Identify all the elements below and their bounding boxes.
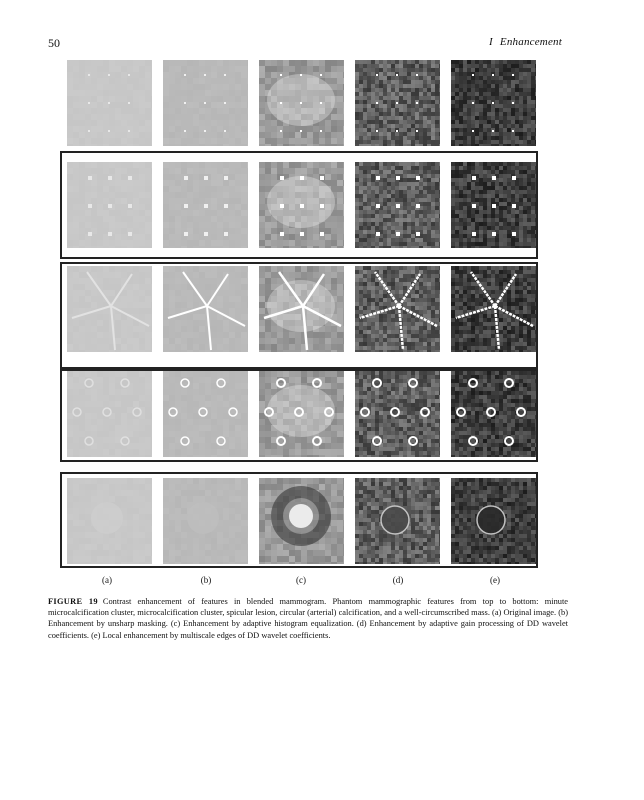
panel-well-circumscribed-mass-b <box>163 478 248 564</box>
subfigure-label-e: (e) <box>490 575 500 585</box>
subfigure-label-c: (c) <box>296 575 306 585</box>
chapter-number: I <box>489 36 493 48</box>
panel-well-circumscribed-mass-e <box>451 478 536 564</box>
panel-minute-microcalcification-a <box>67 60 152 146</box>
panel-circular-calcification-b <box>163 371 248 457</box>
subfigure-label-d: (d) <box>392 575 404 585</box>
panel-well-circumscribed-mass-a <box>67 478 152 564</box>
panel-spicular-lesion-c <box>259 266 344 352</box>
panel-spicular-lesion-e <box>451 266 536 352</box>
caption-label: FIGURE 19 <box>48 597 98 606</box>
panel-circular-calcification-d <box>355 371 440 457</box>
panel-minute-microcalcification-e <box>451 60 536 146</box>
panel-microcalcification-cluster-a <box>67 162 152 248</box>
panel-well-circumscribed-mass-c <box>259 478 344 564</box>
panel-microcalcification-cluster-b <box>163 162 248 248</box>
panel-microcalcification-cluster-c <box>259 162 344 248</box>
panel-microcalcification-cluster-d <box>355 162 440 248</box>
figure-caption <box>48 596 568 641</box>
panel-minute-microcalcification-b <box>163 60 248 146</box>
panel-circular-calcification-e <box>451 371 536 457</box>
panel-circular-calcification-a <box>67 371 152 457</box>
panel-minute-microcalcification-d <box>355 60 440 146</box>
panel-minute-microcalcification-c <box>259 60 344 146</box>
panel-circular-calcification-c <box>259 371 344 457</box>
chapter-title: Enhancement <box>499 36 562 48</box>
subfigure-label-a: (a) <box>102 575 112 585</box>
subfigure-label-b: (b) <box>200 575 212 585</box>
page-number: 50 <box>48 36 60 50</box>
panel-spicular-lesion-b <box>163 266 248 352</box>
caption-text: Contrast enhancement of features in blended mammogram. Phantom mammographic features from top to bottom: minute microcalcification cluster, microcalcification cluster, spicular lesion, circular (arterial) calcification, and a well-circumscribed mass. (a) Original image. (b) Enhancement by unsharp masking. (c) Enhancement by adaptive histogram equalization. (d) Enhancement by adaptive gain processing of DD wavelet coefficients. (e) Local enhancement by multiscale edges of DD wavelet coefficients. <box>48 597 568 640</box>
panel-spicular-lesion-a <box>67 266 152 352</box>
panel-well-circumscribed-mass-d <box>355 478 440 564</box>
panel-spicular-lesion-d <box>355 266 440 352</box>
panel-microcalcification-cluster-e <box>451 162 536 248</box>
